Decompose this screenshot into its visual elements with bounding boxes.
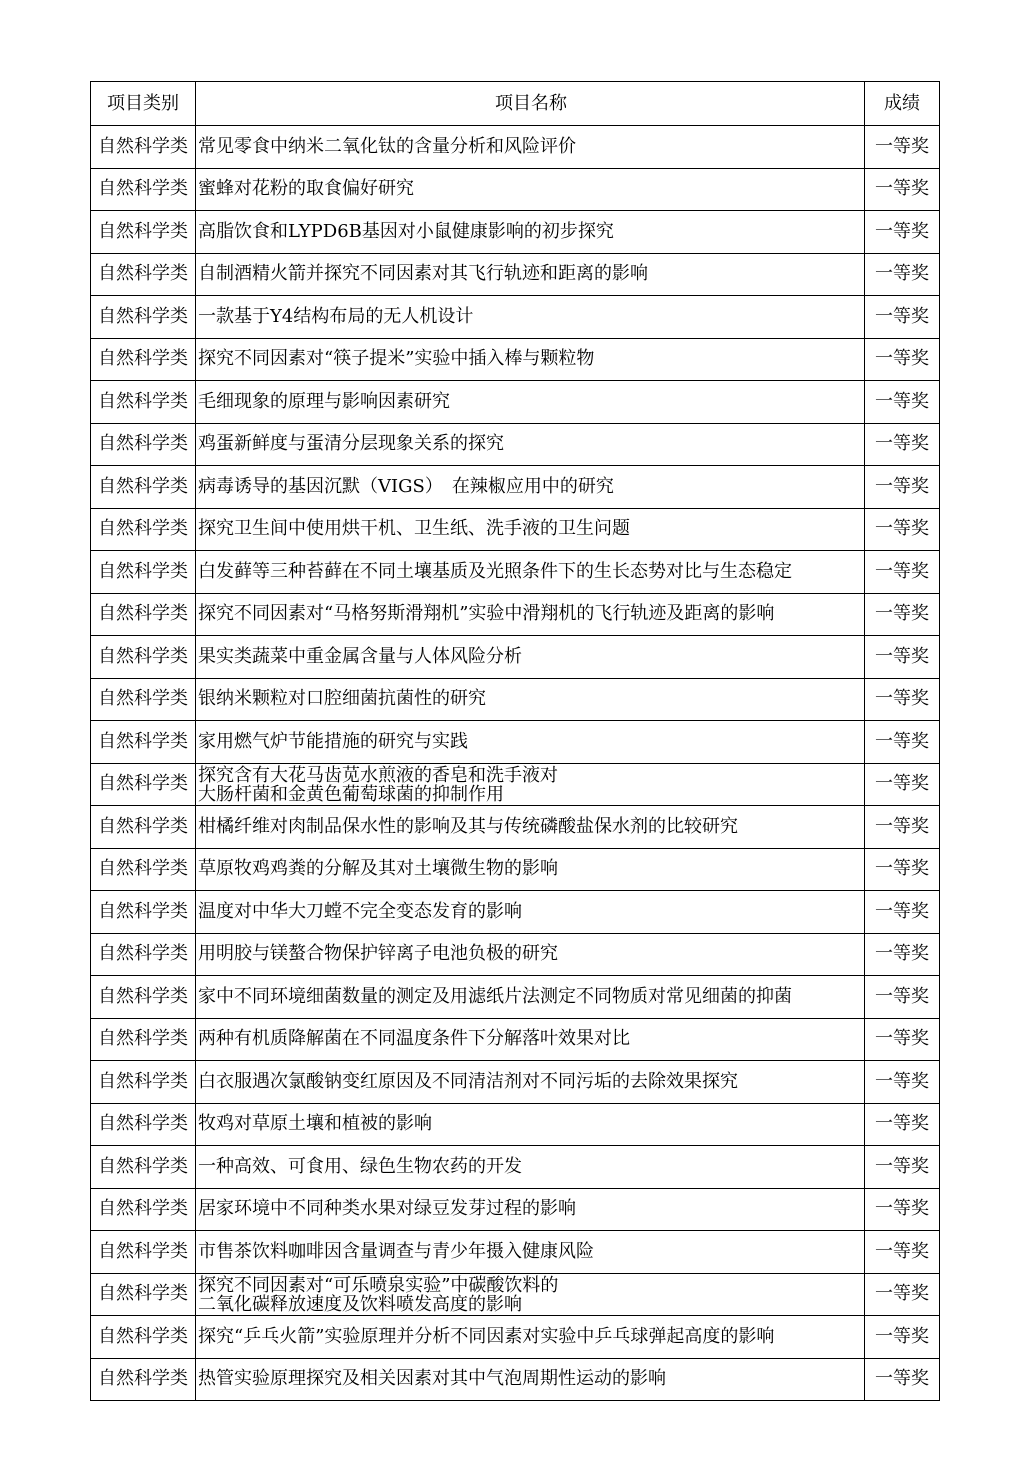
cell-project-name: 家中不同环境细菌数量的测定及用滤纸片法测定不同物质对常见细菌的抑菌: [196, 976, 865, 1019]
cell-result: 一等奖: [865, 1061, 940, 1104]
cell-category: 自然科学类: [91, 1188, 196, 1231]
header-category: 项目类别: [91, 82, 196, 126]
cell-category: 自然科学类: [91, 848, 196, 891]
cell-category: 自然科学类: [91, 168, 196, 211]
table-row: [91, 423, 940, 466]
cell-result: 一等奖: [865, 551, 940, 594]
cell-project-name: 探究不同因素对“筷子提米”实验中插入棒与颗粒物: [196, 338, 865, 381]
cell-category: 自然科学类: [91, 211, 196, 254]
cell-project-name: 白发藓等三种苔藓在不同土壤基质及光照条件下的生长态势对比与生态稳定: [196, 551, 865, 594]
cell-project-name: 热管实验原理探究及相关因素对其中气泡周期性运动的影响: [196, 1358, 865, 1401]
cell-category: 自然科学类: [91, 678, 196, 721]
cell-result: 一等奖: [865, 423, 940, 466]
cell-category: 自然科学类: [91, 636, 196, 679]
cell-project-name: 柑橘纤维对肉制品保水性的影响及其与传统磷酸盐保水剂的比较研究: [196, 806, 865, 849]
cell-category: 自然科学类: [91, 381, 196, 424]
table-row: [91, 891, 940, 934]
project-name-line-2: 二氧化碳释放速度及饮料喷发高度的影响: [198, 1293, 522, 1314]
table-row: [91, 976, 940, 1019]
cell-project-name: 居家环境中不同种类水果对绿豆发芽过程的影响: [196, 1188, 865, 1231]
cell-result: 一等奖: [865, 126, 940, 169]
cell-result: 一等奖: [865, 253, 940, 296]
cell-project-name: 市售茶饮料咖啡因含量调查与青少年摄入健康风险: [196, 1231, 865, 1274]
cell-result: 一等奖: [865, 168, 940, 211]
cell-result: 一等奖: [865, 1316, 940, 1359]
cell-result: 一等奖: [865, 1358, 940, 1401]
table-row: [91, 1103, 940, 1146]
cell-category: 自然科学类: [91, 721, 196, 764]
cell-result: 一等奖: [865, 296, 940, 339]
cell-project-name: 一种高效、可食用、绿色生物农药的开发: [196, 1146, 865, 1189]
cell-project-name: 家用燃气炉节能措施的研究与实践: [196, 721, 865, 764]
cell-project-name: 鸡蛋新鲜度与蛋清分层现象关系的探究: [196, 423, 865, 466]
cell-result: 一等奖: [865, 848, 940, 891]
cell-project-name: 蜜蜂对花粉的取食偏好研究: [196, 168, 865, 211]
cell-category: 自然科学类: [91, 126, 196, 169]
table-row: [91, 1018, 940, 1061]
cell-project-name: 牧鸡对草原土壤和植被的影响: [196, 1103, 865, 1146]
cell-category: 自然科学类: [91, 338, 196, 381]
header-result: 成绩: [865, 82, 940, 126]
table-row: [91, 1188, 940, 1231]
cell-result: 一等奖: [865, 891, 940, 934]
cell-project-name: 探究卫生间中使用烘干机、卫生纸、洗手液的卫生问题: [196, 508, 865, 551]
cell-result: 一等奖: [865, 1273, 940, 1316]
cell-result: 一等奖: [865, 593, 940, 636]
cell-result: 一等奖: [865, 763, 940, 806]
table-row: [91, 763, 940, 806]
cell-result: 一等奖: [865, 678, 940, 721]
cell-project-name: 温度对中华大刀螳不完全变态发育的影响: [196, 891, 865, 934]
cell-result: 一等奖: [865, 1146, 940, 1189]
table-row: [91, 296, 940, 339]
table-row: [91, 1231, 940, 1274]
cell-result: 一等奖: [865, 1018, 940, 1061]
table-row: [91, 253, 940, 296]
cell-project-name: [196, 1273, 865, 1316]
table-row: [91, 551, 940, 594]
cell-result: 一等奖: [865, 466, 940, 509]
cell-category: 自然科学类: [91, 1018, 196, 1061]
project-name-line-1: 探究含有大花马齿苋水煎液的香皂和洗手液对: [198, 764, 558, 786]
cell-category: 自然科学类: [91, 253, 196, 296]
table-row: [91, 636, 940, 679]
cell-category: 自然科学类: [91, 976, 196, 1019]
cell-category: 自然科学类: [91, 1358, 196, 1401]
cell-category: 自然科学类: [91, 1146, 196, 1189]
cell-project-name: 毛细现象的原理与影响因素研究: [196, 381, 865, 424]
cell-project-name: 用明胶与镁螯合物保护锌离子电池负极的研究: [196, 933, 865, 976]
cell-category: 自然科学类: [91, 1061, 196, 1104]
table-row: [91, 678, 940, 721]
cell-project-name: 两种有机质降解菌在不同温度条件下分解落叶效果对比: [196, 1018, 865, 1061]
cell-category: 自然科学类: [91, 593, 196, 636]
table-row: [91, 508, 940, 551]
cell-category: 自然科学类: [91, 466, 196, 509]
table-row: [91, 211, 940, 254]
table-row: [91, 338, 940, 381]
table-row: [91, 1316, 940, 1359]
cell-result: 一等奖: [865, 1231, 940, 1274]
cell-category: 自然科学类: [91, 1273, 196, 1316]
cell-result: 一等奖: [865, 721, 940, 764]
table-row: [91, 1358, 940, 1401]
cell-result: 一等奖: [865, 933, 940, 976]
cell-category: 自然科学类: [91, 806, 196, 849]
cell-project-name: 高脂饮食和LYPD6B基因对小鼠健康影响的初步探究: [196, 211, 865, 254]
cell-result: 一等奖: [865, 381, 940, 424]
cell-category: 自然科学类: [91, 551, 196, 594]
table-row: [91, 593, 940, 636]
table-row: [91, 381, 940, 424]
cell-category: 自然科学类: [91, 296, 196, 339]
cell-result: 一等奖: [865, 338, 940, 381]
cell-category: 自然科学类: [91, 891, 196, 934]
table-row: [91, 848, 940, 891]
cell-category: 自然科学类: [91, 763, 196, 806]
cell-project-name: 病毒诱导的基因沉默（VIGS） 在辣椒应用中的研究: [196, 466, 865, 509]
awards-table: [90, 81, 940, 1401]
cell-result: 一等奖: [865, 508, 940, 551]
cell-project-name: 果实类蔬菜中重金属含量与人体风险分析: [196, 636, 865, 679]
cell-result: 一等奖: [865, 976, 940, 1019]
table-row: [91, 1061, 940, 1104]
cell-category: 自然科学类: [91, 423, 196, 466]
table-row: [91, 1273, 940, 1316]
cell-project-name: 探究不同因素对“马格努斯滑翔机”实验中滑翔机的飞行轨迹及距离的影响: [196, 593, 865, 636]
cell-category: 自然科学类: [91, 1103, 196, 1146]
cell-project-name: 常见零食中纳米二氧化钛的含量分析和风险评价: [196, 126, 865, 169]
cell-category: 自然科学类: [91, 1231, 196, 1274]
cell-project-name: 自制酒精火箭并探究不同因素对其飞行轨迹和距离的影响: [196, 253, 865, 296]
table-row: [91, 466, 940, 509]
cell-result: 一等奖: [865, 1103, 940, 1146]
cell-project-name: 银纳米颗粒对口腔细菌抗菌性的研究: [196, 678, 865, 721]
table-row: [91, 933, 940, 976]
cell-project-name: [196, 763, 865, 806]
table-row: [91, 1146, 940, 1189]
header-row: [91, 82, 940, 126]
table-row: [91, 168, 940, 211]
table-row: [91, 721, 940, 764]
cell-category: 自然科学类: [91, 508, 196, 551]
project-name-line-1: 探究不同因素对“可乐喷泉实验”中碳酸饮料的: [198, 1274, 559, 1296]
cell-result: 一等奖: [865, 1188, 940, 1231]
cell-category: 自然科学类: [91, 1316, 196, 1359]
table-row: [91, 806, 940, 849]
table-row: [91, 126, 940, 169]
awards-table-body: [91, 82, 940, 1401]
cell-project-name: 一款基于Y4结构布局的无人机设计: [196, 296, 865, 339]
cell-project-name: 白衣服遇次氯酸钠变红原因及不同清洁剂对不同污垢的去除效果探究: [196, 1061, 865, 1104]
cell-category: 自然科学类: [91, 933, 196, 976]
project-name-line-2: 大肠杆菌和金黄色葡萄球菌的抑制作用: [198, 783, 504, 804]
cell-result: 一等奖: [865, 806, 940, 849]
cell-result: 一等奖: [865, 211, 940, 254]
header-name: 项目名称: [196, 82, 865, 126]
cell-project-name: 草原牧鸡鸡粪的分解及其对土壤微生物的影响: [196, 848, 865, 891]
cell-project-name: 探究“乒乓火箭”实验原理并分析不同因素对实验中乒乓球弹起高度的影响: [196, 1316, 865, 1359]
cell-result: 一等奖: [865, 636, 940, 679]
